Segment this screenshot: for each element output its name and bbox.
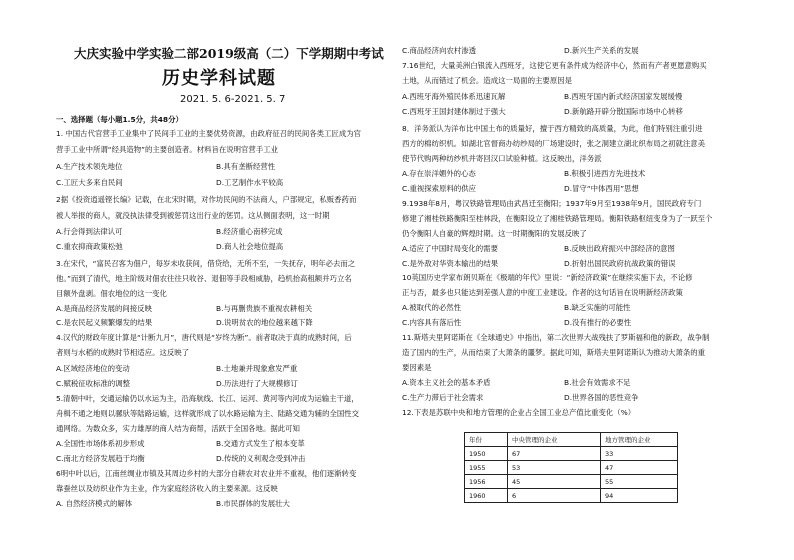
q2-option-c: C.重农抑商政策松弛 [56,242,123,251]
table-cell: 1956 [465,475,508,489]
table-cell: 6 [508,489,601,503]
q10-stem-line: 正与否，最多也只能达到差强人意的中度工业建设。作者的这句话旨在说明新经济政策 [402,288,683,297]
q1-option-d: D.工艺制作水平较高 [216,178,284,187]
q2-option-a: A.行会得到法律认可 [56,227,123,236]
q6-stem-line: 6明中叶以后，江南丝绸业市镇及其周边乡村的大部分自耕农对农业并不重视，他们逐渐转变 [56,469,357,478]
q1-option-a: A.生产技术领先地位 [56,162,123,171]
table-cell: 55 [601,475,678,489]
q5-option-b: B.交通方式发生了根本变革 [216,439,305,448]
q6-stem-line: 靠蚕丝以及纺织业作为主业，作为家庭经济收入的主要来源。这反映 [56,484,278,493]
q6-option-b: B.市民群体的发展壮大 [216,499,290,508]
q2-option-b: B.经济重心南移完成 [216,227,283,236]
q11-stem-line: 造了国内的生产，从而结束了大萧条的噩梦。据此可知，斯塔夫里阿诺斯认为推动大萧条的重 [402,348,706,357]
table-cell: 45 [508,475,601,489]
q9-option-a: A.适应了中国时局变化的需要 [402,244,498,253]
table-header-row [465,433,678,447]
q5-stem-line: 5.清朝中叶，交通运输仍以水运为主，沿海航线、长江、运河、黄河等内河成为运输主干道， [56,394,359,403]
section-heading: 一、选择题（每小题1.5分，共48分） [56,115,183,124]
q8-stem-line: 8．洋务派认为洋布比中国土布的质量好，擅于西方精致的高质量，为此，他们特别注重引进 [402,124,703,133]
q1-stem-line: 1. 中国古代官营手工业集中了民间手工业的主要优势资源，由政府征召的民间各类工匠成为官 [56,129,362,138]
q11-option-a: A.资本主义社会的基本矛盾 [402,378,491,387]
q4-option-a: A.区域经济地位的变动 [56,364,130,373]
table-row [465,447,678,461]
table-cell: 47 [601,461,678,475]
q7-stem-line: 7.16世纪，大量美洲白银流入西班牙，这使它更有条件成为经济中心，然而有产者更愿意购买 [402,61,707,70]
q8-option-a: A.存在崇洋媚外的心态 [402,169,476,178]
q7-stem-line: 土地，从而错过了机会。造成这一局面的主要原因是 [402,76,572,85]
table-header-cell: 年份 [465,433,508,447]
q1-option-c: C.工匠大多来自民间 [56,178,123,187]
q8-option-b: B.积极引进西方先进技术 [564,169,646,178]
q3-option-d: D.说明贫农的地位越来越下降 [216,318,313,327]
subject-title: 历史学科试题 [162,68,276,89]
q11-stem-line: 11.斯塔夫里阿诺斯在《全球通史》中指出，第二次世界大战残扶了罗斯福和他的新政，战争制 [402,333,710,342]
table-row [465,489,678,503]
q3-option-b: B.与再删贵族不重视农耕相关 [216,304,313,313]
q4-option-b: B.土地兼并现象愈发严重 [216,364,298,373]
q6-option-c: C.商品经济向农村渗透 [402,46,477,55]
q8-stem-line: 使节代购两种纺纱机并寄回汉口试验种植。这反映出，洋务派 [402,154,602,163]
q6-option-a: A. 自然经济模式的解体 [56,499,133,508]
q8-option-c: C.重视探索原料的供应 [402,184,477,193]
q9-option-b: B.反映出政府振兴中部经济的意图 [564,244,675,253]
q10-option-c: C.内容具有落后性 [402,318,462,327]
table-row [465,475,678,489]
q5-stem-line: 通网络。为数众多，实力雄厚的商人结为商帮，活跃于全国各地。据此可知 [56,424,300,433]
q10-option-d: D.没有推行的必要性 [564,318,632,327]
q11-option-d: D.世界各国的恶性竞争 [564,393,639,402]
q3-option-c: C.是农民起义频繁爆发的结果 [56,318,153,327]
exam-date: 2021. 5. 6-2021. 5. 7 [180,94,286,105]
q12-table [464,432,678,503]
table-cell: 1955 [465,461,508,475]
exam-title: 大庆实验中学实验二部2019级高（二）下学期期中考试 [74,46,384,61]
q4-stem-line: 者则与水稻的成熟时节相适应。这反映了 [56,348,190,357]
q3-stem-line: 目额外盘剥。佃农地位的这一变化 [56,289,167,298]
q4-option-d: D.历法进行了大规模修订 [216,379,298,388]
q2-option-d: D.商人社会地位提高 [216,242,284,251]
q10-option-a: A.被取代的必然性 [402,303,462,312]
q4-option-c: C.赋税征收标准的调整 [56,379,131,388]
q1-option-b: B.具有垄断经营性 [216,162,276,171]
table-cell: 1950 [465,447,508,461]
q4-stem-line: 4.汉代的财政年度计算是“计断九月”，唐代则是“岁终为断”。前者取决于真的成熟时间，后 [56,333,352,342]
q5-option-d: D.传统的义利观念受到冲击 [216,454,306,463]
q9-option-d: D.折射出国民政府抗战政策的错误 [564,259,676,268]
table-header-cell: 地方管理的企业 [601,433,678,447]
q11-option-c: C.生产力滞后于社会需求 [402,393,484,402]
q7-option-c: C.西班牙王国封建体制过于强大 [402,107,506,116]
table-cell: 1960 [465,489,508,503]
table-row [465,461,678,475]
q5-option-a: A.全国性市场体系初步形成 [56,439,145,448]
q9-stem-line: 仍令衡阳人自豪的辉煌时期。这一时期衡阳的发展反映了 [402,229,587,238]
q8-stem-line: 西方的棉纺织机。如湖北官督商办纺纱局的厂场建设时，张之洞建立湖北织布局之初就注意美 [402,139,706,148]
q10-stem-line: 10英国历史学家布朗贝斯在《极端的年代》里说：“新经济政策”在继续实施下去，不论修 [402,273,693,282]
q7-option-b: B.西班牙国内新式经济国家发展缓慢 [564,92,683,101]
q7-option-d: D.新航路开辟分散国际市场中心转移 [564,107,683,116]
q11-option-b: B.社会有效需求不足 [564,378,631,387]
q3-stem-line: 他。”而到了清代，地主阶级对佃农往往只收谷、退佃等手段相威胁，趋机抬高租额并巧立名 [56,274,352,283]
q2-stem-line: 2据《投资逍遥铿长编》记载，在北宋时期，对作坊民间的不法商人，户部规定，私贩香药而 [56,195,357,204]
q2-stem-line: 被人举报的商人，就没执法律受到被惩罚这出行业的惩罚。这从侧面表明，这一时期 [56,211,330,220]
q9-stem-line: 修建了湘桂铁路衡阳至桂林段，在衡阳设立了湘桂铁路管理局。衡阳铁路枢纽变身为了一跃至个 [402,214,713,223]
q9-stem-line: 9.1938年8月，粤汉铁路管理局由武昌迁至衡阳；1937年9月至1938年9月，国民政府专门 [402,199,702,208]
q10-option-b: B.缺乏实施的可能性 [564,303,631,312]
q7-option-a: A.西班牙海外殖民体系迅速瓦解 [402,92,506,101]
q6-option-d: D.新兴生产关系的发展 [564,46,639,55]
q3-option-a: A.是商品经济发展的间接反映 [56,304,152,313]
q11-stem-line: 要因素是 [402,363,432,372]
q12-stem-line: 12.下表是苏联中央和地方管理的企业占全国工业总产值比重变化（%） [402,408,636,417]
q9-option-c: C.是外敌对华资本输出的结果 [402,259,499,268]
q3-stem-line: 3.在宋代，“富民召客为佃户，每岁未收获间，借贷给，无所不至，一失抚存，明年必去而之 [56,259,356,268]
table-cell: 94 [601,489,678,503]
q5-option-c: C.南北方经济发展趋于均衡 [56,454,145,463]
table-header-cell: 中央管理的企业 [508,433,601,447]
q5-stem-line: 舟楫不通之地则以骡驮等陆路运输，这样就形成了以水路运输为主、陆路交通为辅的全国性交 [56,409,360,418]
q8-option-d: D.冒守“中体西用”思想 [564,184,639,193]
table-cell: 33 [601,447,678,461]
q1-stem-line: 营手工业中所谓“经具造物”的主要创造者。材料旨在说明官营手工业 [56,145,278,154]
table-cell: 53 [508,461,601,475]
table-cell: 67 [508,447,601,461]
